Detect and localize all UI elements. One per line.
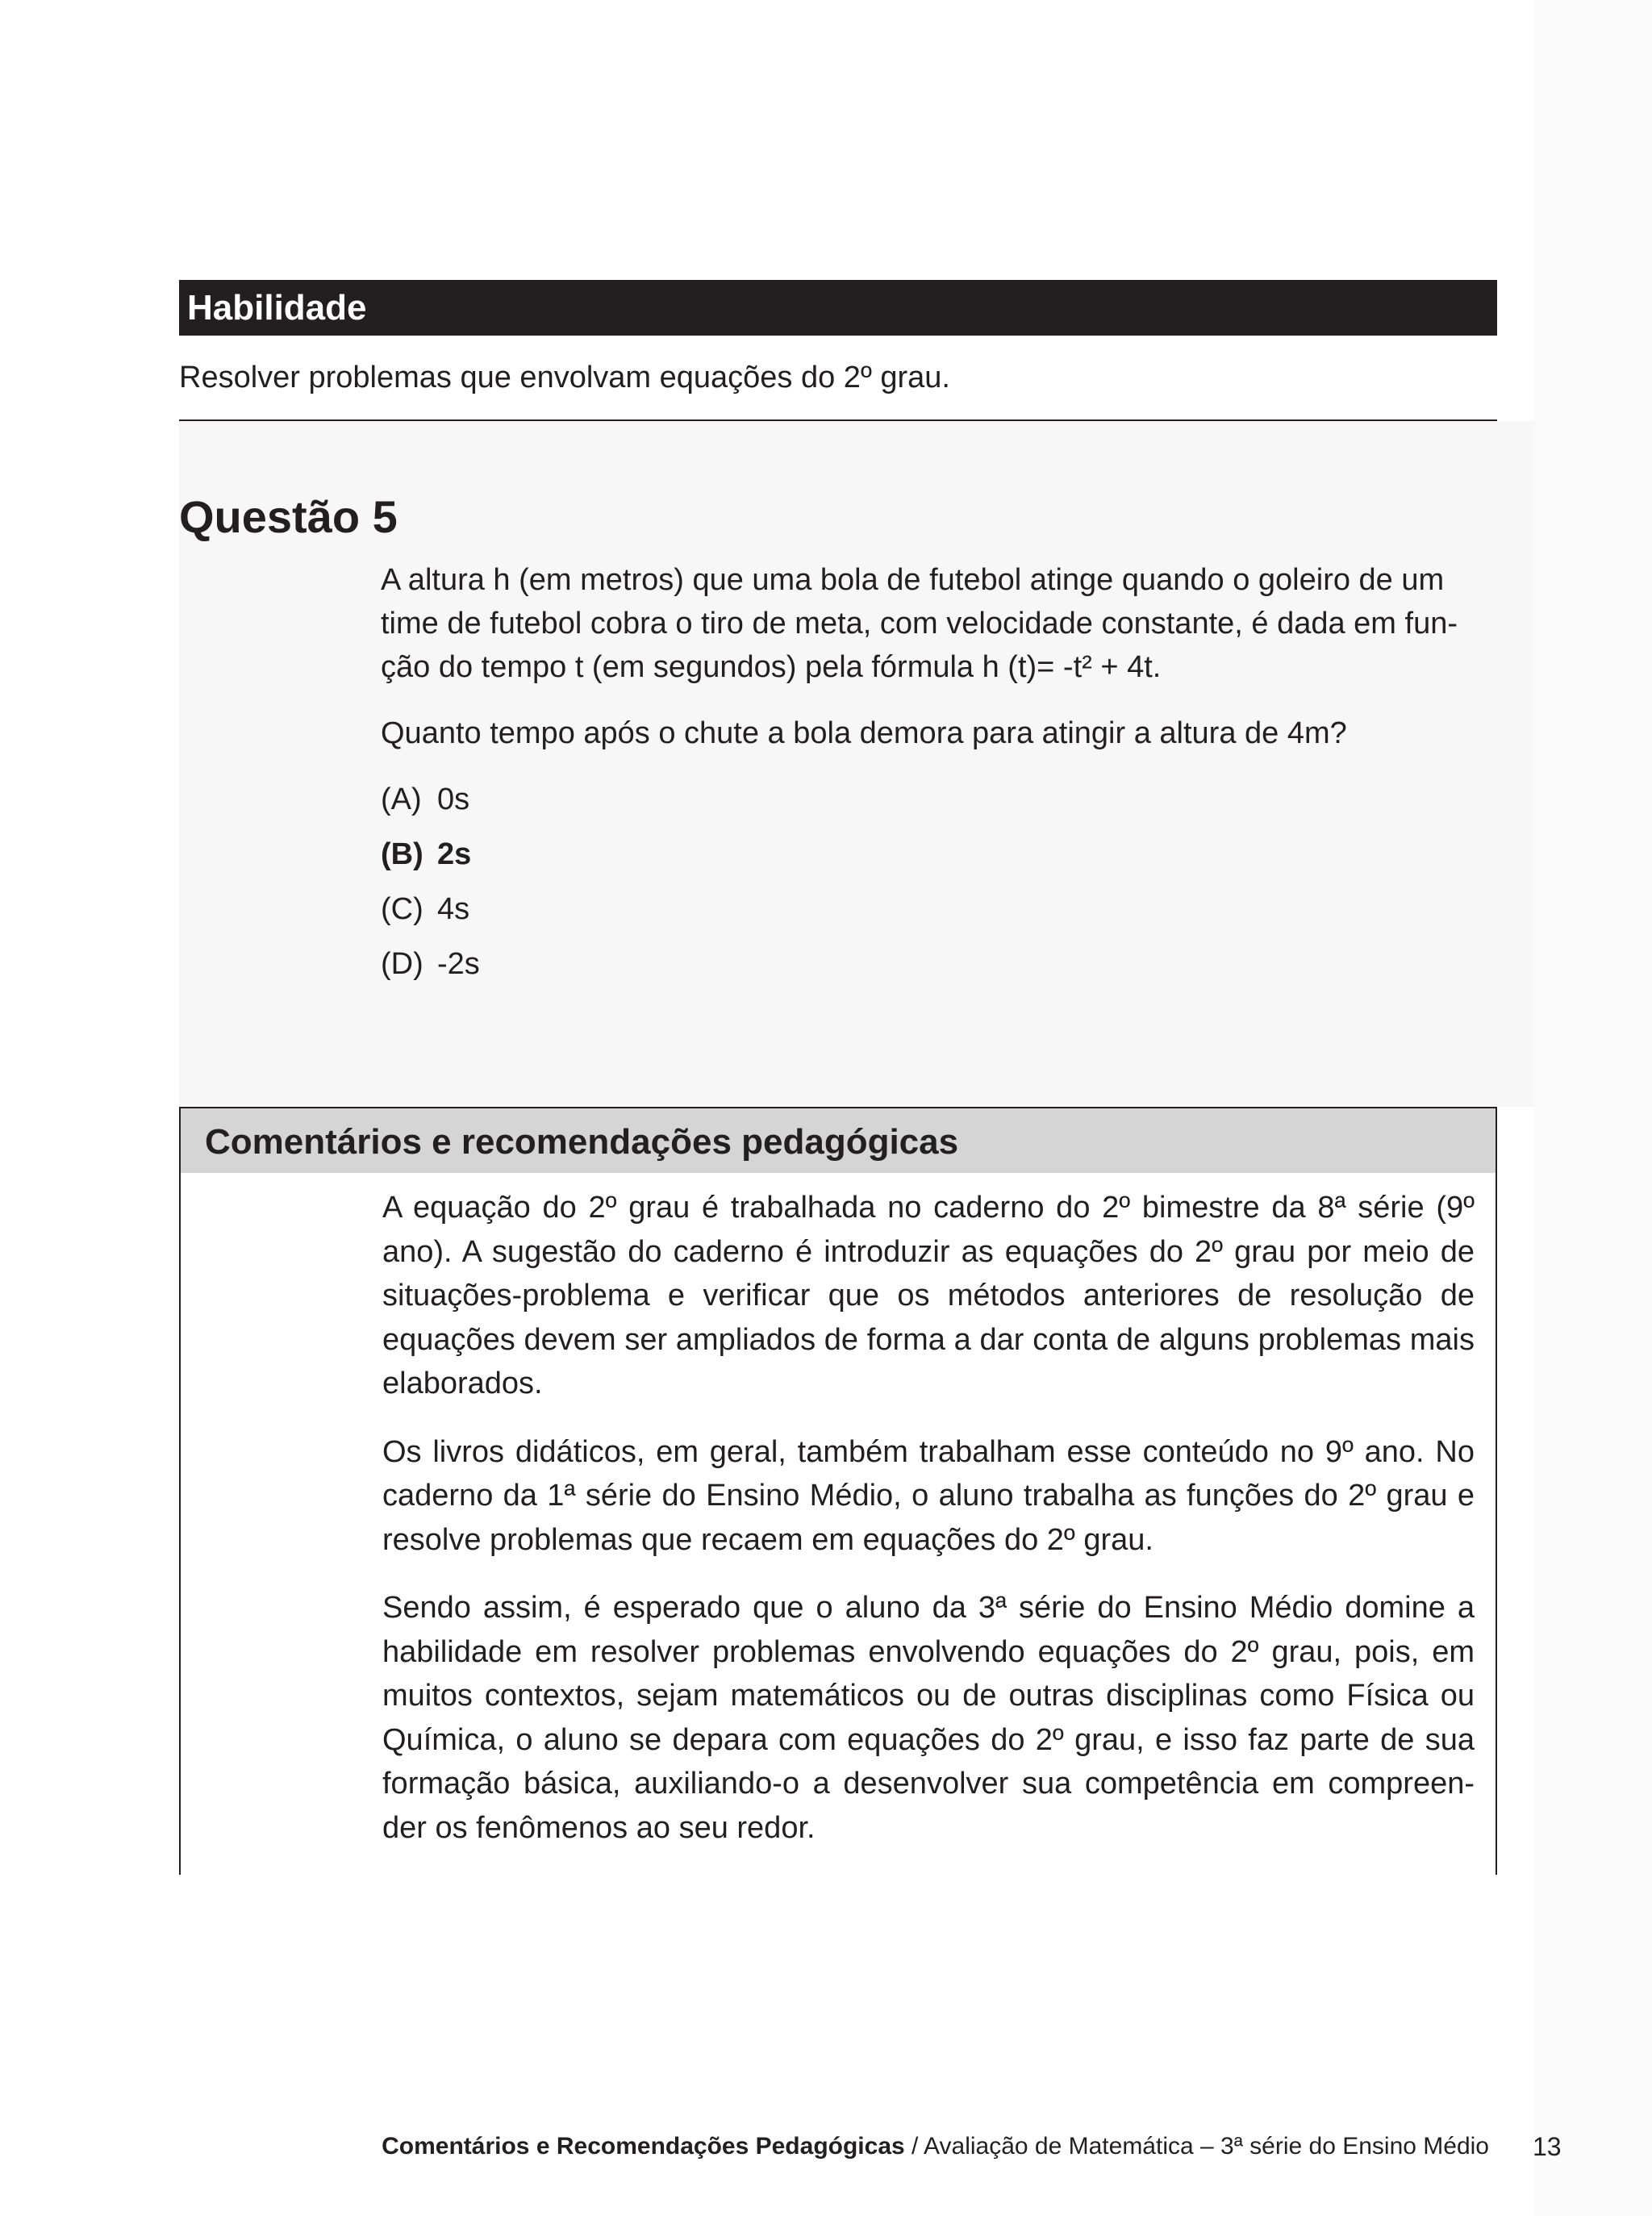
option-c: [381, 887, 1497, 942]
option-letter: (B): [381, 837, 423, 871]
habilidade-header: Habilidade: [179, 280, 1497, 336]
question-body: [381, 558, 1497, 997]
option-letter: (A): [381, 782, 422, 816]
option-value: 2s: [437, 837, 472, 871]
question-title: Questão 5: [179, 491, 398, 542]
question-statement-line: A altura h (em metros) que uma bola de futebol atinge quando o goleiro de um: [381, 563, 1445, 597]
footer-separator: /: [904, 2133, 924, 2160]
comments-body: [382, 1186, 1475, 1874]
footer-subtitle: Avaliação de Matemática – 3ª série do Ensino Médio: [924, 2133, 1489, 2160]
option-letter: (C): [381, 892, 423, 926]
comments-box: [179, 1107, 1497, 1875]
question-prompt: Quanto tempo após o chute a bola demora para atingir a altura de 4m?: [381, 716, 1347, 750]
page-footer: [242, 2126, 1489, 2167]
option-value: -2s: [437, 947, 480, 981]
habilidade-text: Resolver problemas que envolvam equações do 2º grau.: [179, 361, 950, 394]
page-margin-strip: [1534, 0, 1652, 2216]
question-statement-line: time de futebol cobra o tiro de meta, com velocidade constante, é dada em fun-: [381, 607, 1458, 641]
comments-paragraph: Sendo assim, é esperado que o aluno da 3ª série do Ensino Médio domine a habilidade em resolver problemas envolvendo equações do 2º grau, pois, em muitos contextos, sejam matemáticos ou de outras disciplinas como Física ou Química, o aluno se depara com equações do 2º grau, e isso faz parte de sua formação básica, auxiliando-o a desenvolver sua competência em compreen-der os fenômenos ao seu redor.: [382, 1591, 1475, 1845]
footer-title: Comentários e Recomendações Pedagógicas: [382, 2133, 905, 2160]
option-a: [381, 778, 1497, 833]
comments-paragraph: A equação do 2º grau é trabalhada no caderno do 2º bimestre da 8ª série (9º ano). A sugestão do caderno é introduzir as equações do 2º grau por meio de situações-problema e verificar que os métodos anteriores de resolução de equações devem ser ampliados de forma a dar conta de alguns problemas mais elaborados.: [382, 1191, 1475, 1400]
comments-paragraph: Os livros didáticos, em geral, também trabalham esse conteúdo no 9º ano. No caderno da 1ª série do Ensino Médio, o aluno trabalha as funções do 2º grau e resolve problemas que recaem em equações do 2º grau.: [382, 1434, 1475, 1557]
page-number: 13: [1533, 2132, 1562, 2161]
option-b-correct: [381, 833, 1497, 887]
option-value: 4s: [437, 892, 470, 926]
option-d: [381, 942, 1497, 997]
answer-options: [381, 778, 1497, 997]
comments-header: Comentários e recomendações pedagógicas: [181, 1108, 1496, 1173]
question-statement: [381, 558, 1497, 689]
option-letter: (D): [381, 947, 423, 981]
question-statement-line: ção do tempo t (em segundos) pela fórmula h (t)= -t² + 4t.: [381, 650, 1162, 684]
option-value: 0s: [437, 782, 470, 816]
